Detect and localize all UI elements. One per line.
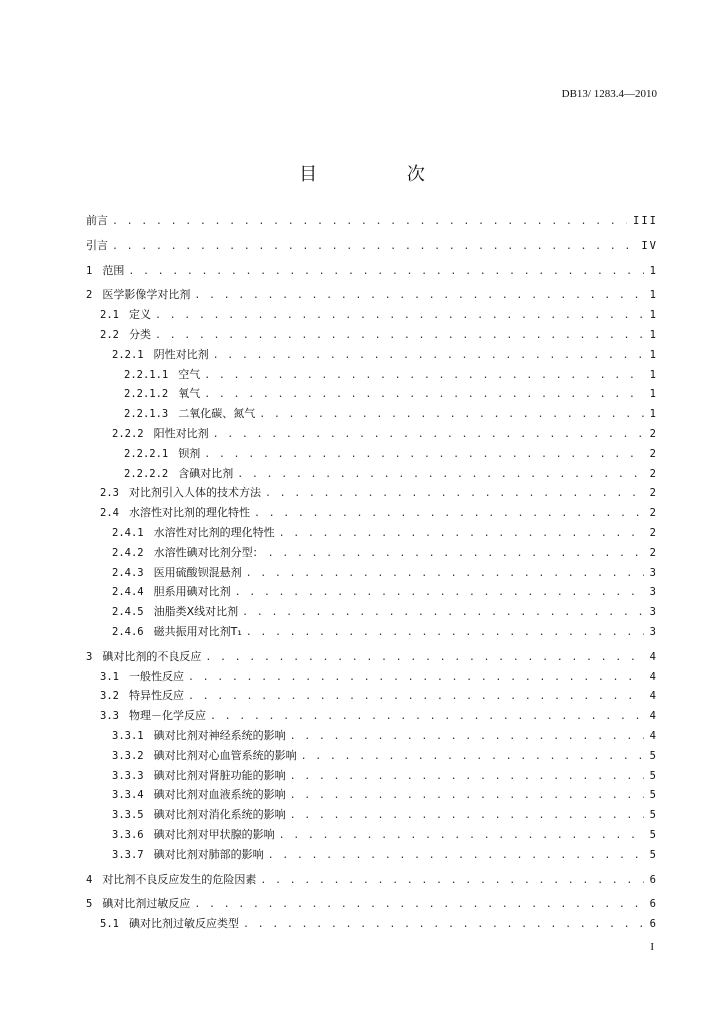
toc-entry-page: III xyxy=(633,215,658,227)
toc-entry[interactable] xyxy=(86,211,658,231)
toc-entry-number: 2.4.2 xyxy=(112,546,144,559)
table-of-contents xyxy=(86,211,658,934)
toc-dot-leader xyxy=(188,687,644,707)
toc-entry-title: 引言 xyxy=(86,238,108,252)
toc-entry-number: 3.3.3 xyxy=(112,769,144,782)
toc-entry[interactable] xyxy=(86,261,658,281)
toc-entry-page: 2 xyxy=(649,427,658,440)
page-number: I xyxy=(650,941,654,953)
toc-dot-leader xyxy=(290,767,644,787)
toc-entry-title: 钡剂 xyxy=(178,446,201,460)
toc-entry-page: 1 xyxy=(649,388,658,401)
toc-entry[interactable] xyxy=(86,523,658,543)
toc-entry-title: 前言 xyxy=(86,214,108,227)
toc-entry-number: 1 xyxy=(86,264,93,277)
toc-entry-page: 5 xyxy=(649,828,658,841)
toc-entry-page: 2 xyxy=(649,487,658,500)
toc-entry-page: 4 xyxy=(649,710,658,723)
toc-entry-title: 碘对比剂对肺部的影响 xyxy=(153,847,264,861)
toc-entry-number: 2.4.4 xyxy=(112,586,144,599)
toc-entry[interactable] xyxy=(86,622,658,642)
toc-entry-title: 磁共振用对比剂T₁ xyxy=(153,624,242,638)
toc-entry-title: 碘对比剂过敏反应 xyxy=(102,897,191,911)
toc-entry-number: 2.2.1 xyxy=(112,348,144,361)
toc-entry[interactable] xyxy=(86,726,658,746)
toc-entry-title: 对比剂引入人体的技术方法 xyxy=(128,486,261,500)
toc-entry[interactable] xyxy=(86,805,658,825)
toc-entry-title: 医用硫酸钡混悬剂 xyxy=(153,565,242,579)
toc-entry-title: 氧气 xyxy=(178,387,201,401)
toc-dot-leader xyxy=(213,425,644,445)
toc-entry-number: 3.1 xyxy=(100,670,119,683)
toc-entry[interactable] xyxy=(86,365,658,385)
toc-entry-number: 3.3.6 xyxy=(112,828,144,841)
toc-dot-leader xyxy=(155,306,644,326)
toc-entry-title: 阳性对比剂 xyxy=(153,426,209,440)
toc-dot-leader xyxy=(112,212,627,232)
toc-entry-number: 3.3.2 xyxy=(112,749,144,762)
toc-entry-page: 3 xyxy=(649,625,658,638)
toc-entry-page: 6 xyxy=(649,873,658,886)
toc-dot-leader xyxy=(235,583,644,603)
toc-dot-leader xyxy=(279,524,644,544)
toc-entry-number: 2.4 xyxy=(100,507,119,520)
toc-entry-title: 物理－化学反应 xyxy=(128,709,206,723)
toc-entry-page: 1 xyxy=(649,328,658,341)
toc-entry-number: 3.3.7 xyxy=(112,848,144,861)
toc-entry[interactable] xyxy=(86,647,658,667)
toc-dot-leader xyxy=(246,623,644,643)
toc-dot-leader xyxy=(204,445,643,465)
toc-dot-leader xyxy=(205,648,643,668)
toc-entry[interactable] xyxy=(86,766,658,786)
toc-entry-title: 胆系用碘对比剂 xyxy=(153,585,231,599)
toc-entry-number: 2 xyxy=(86,289,93,302)
toc-entry[interactable] xyxy=(86,503,658,523)
toc-entry-title: 碘对比剂对心血管系统的影响 xyxy=(153,748,297,762)
toc-entry[interactable] xyxy=(86,870,658,890)
toc-dot-leader xyxy=(204,366,643,386)
toc-entry-number: 3.3 xyxy=(100,710,119,723)
toc-entry[interactable] xyxy=(86,424,658,444)
toc-dot-leader xyxy=(155,326,644,346)
toc-entry-page: 1 xyxy=(649,264,658,277)
toc-entry-page: 6 xyxy=(649,918,658,931)
toc-entry-title: 碘对比剂对神经系统的影响 xyxy=(153,728,286,742)
toc-entry-title: 碘对比剂的不良反应 xyxy=(102,649,202,663)
toc-entry-title: 水溶性对比剂的理化特性 xyxy=(128,506,250,520)
toc-dot-leader xyxy=(290,806,644,826)
toc-entry-title: 定义 xyxy=(128,308,151,322)
toc-entry[interactable] xyxy=(86,384,658,404)
toc-dot-leader xyxy=(290,727,644,747)
toc-entry[interactable] xyxy=(86,706,658,726)
toc-entry[interactable] xyxy=(86,914,658,934)
toc-dot-leader xyxy=(265,484,644,504)
toc-entry[interactable] xyxy=(86,746,658,766)
toc-dot-leader xyxy=(237,465,643,485)
toc-entry-number: 5 xyxy=(86,898,93,911)
toc-entry-number: 2.1 xyxy=(100,309,119,322)
toc-entry-title: 对比剂不良反应发生的危险因素 xyxy=(102,872,257,886)
toc-entry[interactable] xyxy=(86,686,658,706)
toc-entry-number: 3.3.1 xyxy=(112,729,144,742)
toc-entry-page: 2 xyxy=(649,467,658,480)
toc-entry-number: 4 xyxy=(86,873,93,886)
toc-entry[interactable] xyxy=(86,894,658,914)
toc-entry-page: IV xyxy=(641,239,658,252)
toc-dot-leader xyxy=(188,668,644,688)
toc-entry-number: 5.1 xyxy=(100,918,119,931)
toc-entry-title: 碘对比剂对消化系统的影响 xyxy=(153,808,286,822)
toc-dot-leader xyxy=(259,405,643,425)
toc-entry[interactable] xyxy=(86,305,658,325)
toc-entry-number: 2.2.1.1 xyxy=(124,368,169,381)
toc-entry-page: 5 xyxy=(649,789,658,802)
toc-entry-page: 4 xyxy=(649,690,658,703)
toc-dot-leader xyxy=(112,237,635,257)
toc-entry[interactable] xyxy=(86,582,658,602)
toc-entry-page: 3 xyxy=(649,606,658,619)
toc-entry-title: 范围 xyxy=(102,263,125,277)
toc-entry-number: 3 xyxy=(86,650,93,663)
toc-entry[interactable] xyxy=(86,563,658,583)
toc-entry-title: 碘对比剂过敏反应类型 xyxy=(128,917,239,931)
toc-entry-page: 1 xyxy=(649,408,658,421)
toc-entry-page: 3 xyxy=(649,586,658,599)
toc-dot-leader xyxy=(268,846,644,866)
toc-dot-leader xyxy=(213,346,644,366)
toc-entry-page: 5 xyxy=(649,848,658,861)
toc-dot-leader xyxy=(242,603,644,623)
toc-dot-leader xyxy=(128,262,643,282)
toc-dot-leader xyxy=(194,895,643,915)
toc-entry-title: 碘对比剂对血液系统的影响 xyxy=(153,788,286,802)
toc-entry-number: 2.4.5 xyxy=(112,606,144,619)
toc-entry-number: 2.2.2 xyxy=(112,427,144,440)
toc-entry-page: 2 xyxy=(649,507,658,520)
toc-entry-title: 特异性反应 xyxy=(128,689,184,703)
toc-entry-page: 2 xyxy=(649,447,658,460)
toc-entry-page: 4 xyxy=(649,650,658,663)
toc-dot-leader xyxy=(194,286,643,306)
toc-entry-title: 含碘对比剂 xyxy=(178,466,234,480)
toc-entry-title: 水溶性对比剂的理化特性 xyxy=(153,525,275,539)
toc-entry-page: 5 xyxy=(649,809,658,822)
toc-entry-title: 碘对比剂对甲状腺的影响 xyxy=(153,827,275,841)
toc-entry-number: 2.2.2.1 xyxy=(124,447,169,460)
toc-entry[interactable] xyxy=(86,667,658,687)
toc-entry-number: 2.4.6 xyxy=(112,625,144,638)
page-title: 目 次 xyxy=(299,164,467,185)
toc-dot-leader xyxy=(210,707,644,727)
toc-entry-title: 分类 xyxy=(128,327,151,341)
toc-dot-leader xyxy=(260,871,643,891)
toc-entry-page: 2 xyxy=(649,526,658,539)
toc-entry-page: 1 xyxy=(649,348,658,361)
toc-entry-title: 油脂类X线对比剂 xyxy=(153,605,239,619)
toc-entry-page: 1 xyxy=(649,289,658,302)
toc-entry[interactable] xyxy=(86,602,658,622)
toc-entry-number: 3.3.5 xyxy=(112,809,144,822)
toc-entry-title: 水溶性碘对比剂分型： xyxy=(153,545,264,559)
toc-entry-number: 2.3 xyxy=(100,487,119,500)
toc-entry-number: 2.2.1.3 xyxy=(124,408,169,421)
toc-entry-page: 5 xyxy=(649,749,658,762)
toc-entry-number: 2.4.1 xyxy=(112,526,144,539)
toc-entry[interactable] xyxy=(86,444,658,464)
toc-entry-page: 4 xyxy=(649,670,658,683)
toc-dot-leader xyxy=(204,385,643,405)
toc-entry-page: 5 xyxy=(649,769,658,782)
toc-entry-title: 碘对比剂对肾脏功能的影响 xyxy=(153,768,286,782)
toc-dot-leader xyxy=(243,915,644,935)
toc-entry-page: 1 xyxy=(649,368,658,381)
toc-entry[interactable] xyxy=(86,483,658,503)
toc-dot-leader xyxy=(279,826,644,846)
toc-entry-page: 1 xyxy=(649,309,658,322)
toc-entry[interactable] xyxy=(86,285,658,305)
toc-entry-number: 2.2.2.2 xyxy=(124,467,169,480)
toc-entry[interactable] xyxy=(86,464,658,484)
toc-entry-title: 医学影像学对比剂 xyxy=(102,288,191,302)
toc-entry[interactable] xyxy=(86,785,658,805)
toc-entry-title: 空气 xyxy=(178,367,201,381)
toc-dot-leader xyxy=(246,564,644,584)
toc-entry[interactable] xyxy=(86,845,658,865)
standard-code: DB13/ 1283.4—2010 xyxy=(561,88,657,100)
toc-dot-leader xyxy=(301,747,644,767)
toc-dot-leader xyxy=(254,504,644,524)
toc-entry-page: 2 xyxy=(649,546,658,559)
toc-entry-page: 4 xyxy=(649,729,658,742)
toc-entry-number: 2.4.3 xyxy=(112,566,144,579)
toc-entry-number: 3.2 xyxy=(100,690,119,703)
toc-dot-leader xyxy=(268,544,644,564)
toc-dot-leader xyxy=(290,786,644,806)
toc-entry[interactable] xyxy=(86,236,658,256)
toc-entry[interactable] xyxy=(86,543,658,563)
toc-entry-number: 2.2.1.2 xyxy=(124,388,169,401)
toc-entry-page: 6 xyxy=(649,898,658,911)
toc-entry-title: 二氧化碳、氮气 xyxy=(178,407,256,421)
toc-entry-title: 阴性对比剂 xyxy=(153,347,209,361)
toc-entry[interactable] xyxy=(86,345,658,365)
toc-entry[interactable] xyxy=(86,404,658,424)
toc-entry-title: 一般性反应 xyxy=(128,669,184,683)
toc-entry-number: 3.3.4 xyxy=(112,789,144,802)
toc-entry-page: 3 xyxy=(649,566,658,579)
toc-entry[interactable] xyxy=(86,325,658,345)
toc-entry[interactable] xyxy=(86,825,658,845)
toc-entry-number: 2.2 xyxy=(100,328,119,341)
